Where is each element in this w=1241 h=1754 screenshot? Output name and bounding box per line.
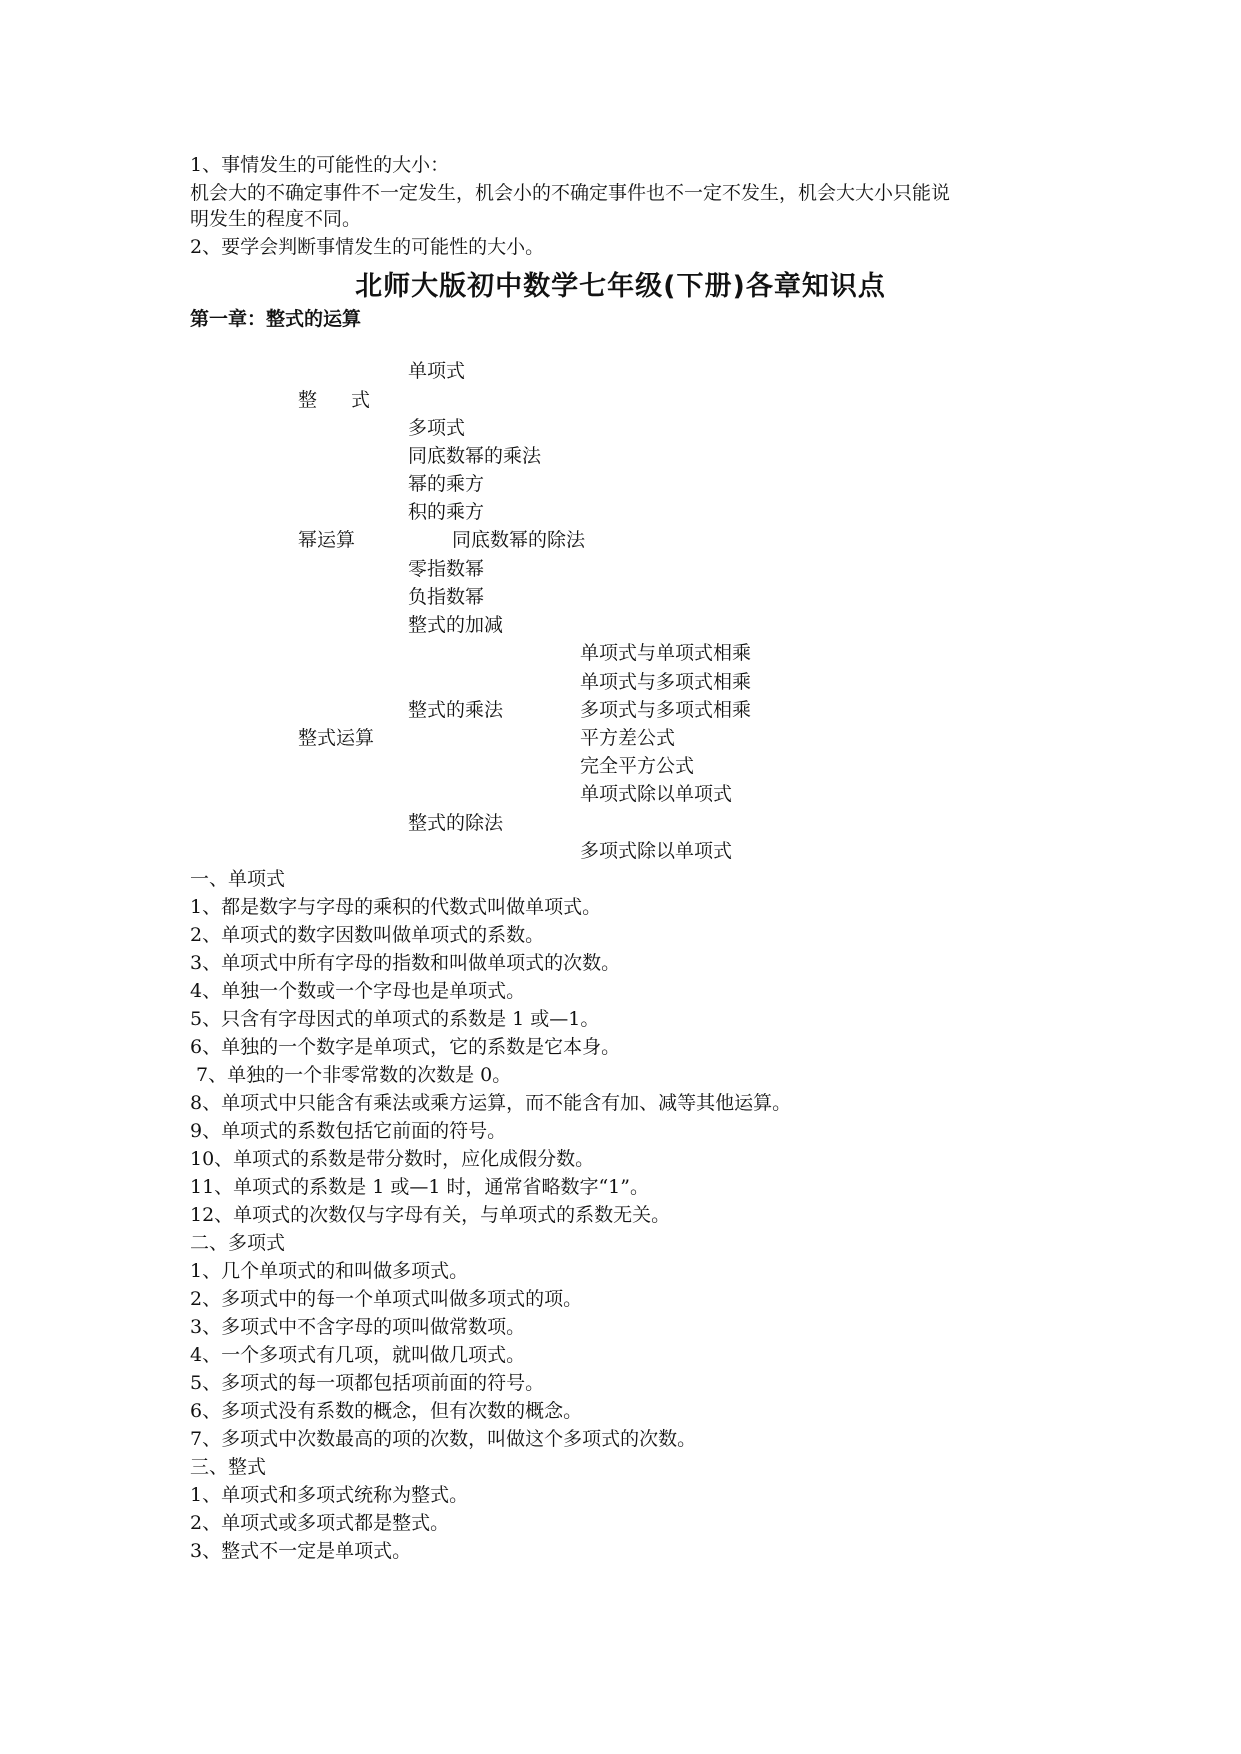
list-item: 1、单项式和多项式统称为整式。 [190, 1484, 469, 1506]
tree-node-chufa: 整式的除法 [408, 812, 504, 834]
tree-node-zhengshi: 整 式 [298, 389, 385, 411]
tree-node-danxiangshi: 单项式 [408, 360, 466, 382]
tree-node-chengfa: 整式的乘法 [408, 699, 504, 721]
tree-node-zhengshi-yunsuan: 整式运算 [298, 727, 375, 749]
intro-line: 明发生的程度不同。 [190, 208, 362, 230]
list-item: 10、单项式的系数是带分数时，应化成假分数。 [190, 1148, 595, 1170]
section-heading: 二、多项式 [190, 1232, 286, 1254]
tree-node-duoxiangshi: 多项式 [408, 417, 466, 439]
tree-node-chengfa-item: 平方差公式 [580, 727, 676, 749]
list-item: 1、都是数字与字母的乘积的代数式叫做单项式。 [190, 896, 602, 918]
tree-node-mi-item: 同底数幂的除法 [452, 529, 586, 551]
list-item: 3、多项式中不含字母的项叫做常数项。 [190, 1316, 526, 1338]
list-item: 7、单独的一个非零常数的次数是 0。 [190, 1064, 512, 1086]
tree-node-jiajian: 整式的加减 [408, 614, 504, 636]
tree-node-mi-item: 零指数幂 [408, 558, 485, 580]
tree-node-chengfa-item: 单项式与单项式相乘 [580, 642, 752, 664]
tree-node-mi-item: 幂的乘方 [408, 473, 485, 495]
chapter-heading: 第一章：整式的运算 [190, 308, 362, 330]
section-heading: 三、整式 [190, 1456, 267, 1478]
tree-node-chufa-item: 多项式除以单项式 [580, 840, 733, 862]
intro-line: 机会大的不确定事件不一定发生，机会小的不确定事件也不一定不发生，机会大大小只能说 [190, 182, 951, 204]
tree-node-mi-item: 负指数幂 [408, 586, 485, 608]
list-item: 2、多项式中的每一个单项式叫做多项式的项。 [190, 1288, 583, 1310]
tree-node-miyunsuan: 幂运算 [298, 529, 356, 551]
list-item: 6、单独的一个数字是单项式，它的系数是它本身。 [190, 1036, 621, 1058]
tree-node-chengfa-item: 单项式与多项式相乘 [580, 671, 752, 693]
list-item: 8、单项式中只能含有乘法或乘方运算，而不能含有加、减等其他运算。 [190, 1092, 792, 1114]
tree-node-chengfa-item: 完全平方公式 [580, 755, 695, 777]
list-item: 9、单项式的系数包括它前面的符号。 [190, 1120, 507, 1142]
intro-line: 1、事情发生的可能性的大小： [190, 154, 450, 176]
list-item: 2、单项式或多项式都是整式。 [190, 1512, 450, 1534]
tree-node-chufa-item: 单项式除以单项式 [580, 783, 733, 805]
tree-node-mi-item: 同底数幂的乘法 [408, 445, 542, 467]
page-title: 北师大版初中数学七年级(下册)各章知识点 [355, 271, 886, 302]
list-item: 4、一个多项式有几项，就叫做几项式。 [190, 1344, 526, 1366]
intro-line: 2、要学会判断事情发生的可能性的大小。 [190, 236, 545, 258]
list-item: 3、整式不一定是单项式。 [190, 1540, 412, 1562]
list-item: 1、几个单项式的和叫做多项式。 [190, 1260, 469, 1282]
list-item: 4、单独一个数或一个字母也是单项式。 [190, 980, 526, 1002]
list-item: 5、只含有字母因式的单项式的系数是 1 或—1。 [190, 1008, 600, 1030]
list-item: 7、多项式中次数最高的项的次数，叫做这个多项式的次数。 [190, 1428, 697, 1450]
section-heading: 一、单项式 [190, 868, 286, 890]
list-item: 2、单项式的数字因数叫做单项式的系数。 [190, 924, 545, 946]
list-item: 3、单项式中所有字母的指数和叫做单项式的次数。 [190, 952, 621, 974]
list-item: 5、多项式的每一项都包括项前面的符号。 [190, 1372, 545, 1394]
list-item: 11、单项式的系数是 1 或—1 时，通常省略数字“1”。 [190, 1176, 649, 1198]
tree-node-chengfa-item: 多项式与多项式相乘 [580, 699, 752, 721]
list-item: 12、单项式的次数仅与字母有关，与单项式的系数无关。 [190, 1204, 671, 1226]
list-item: 6、多项式没有系数的概念，但有次数的概念。 [190, 1400, 583, 1422]
tree-node-mi-item: 积的乘方 [408, 501, 485, 523]
